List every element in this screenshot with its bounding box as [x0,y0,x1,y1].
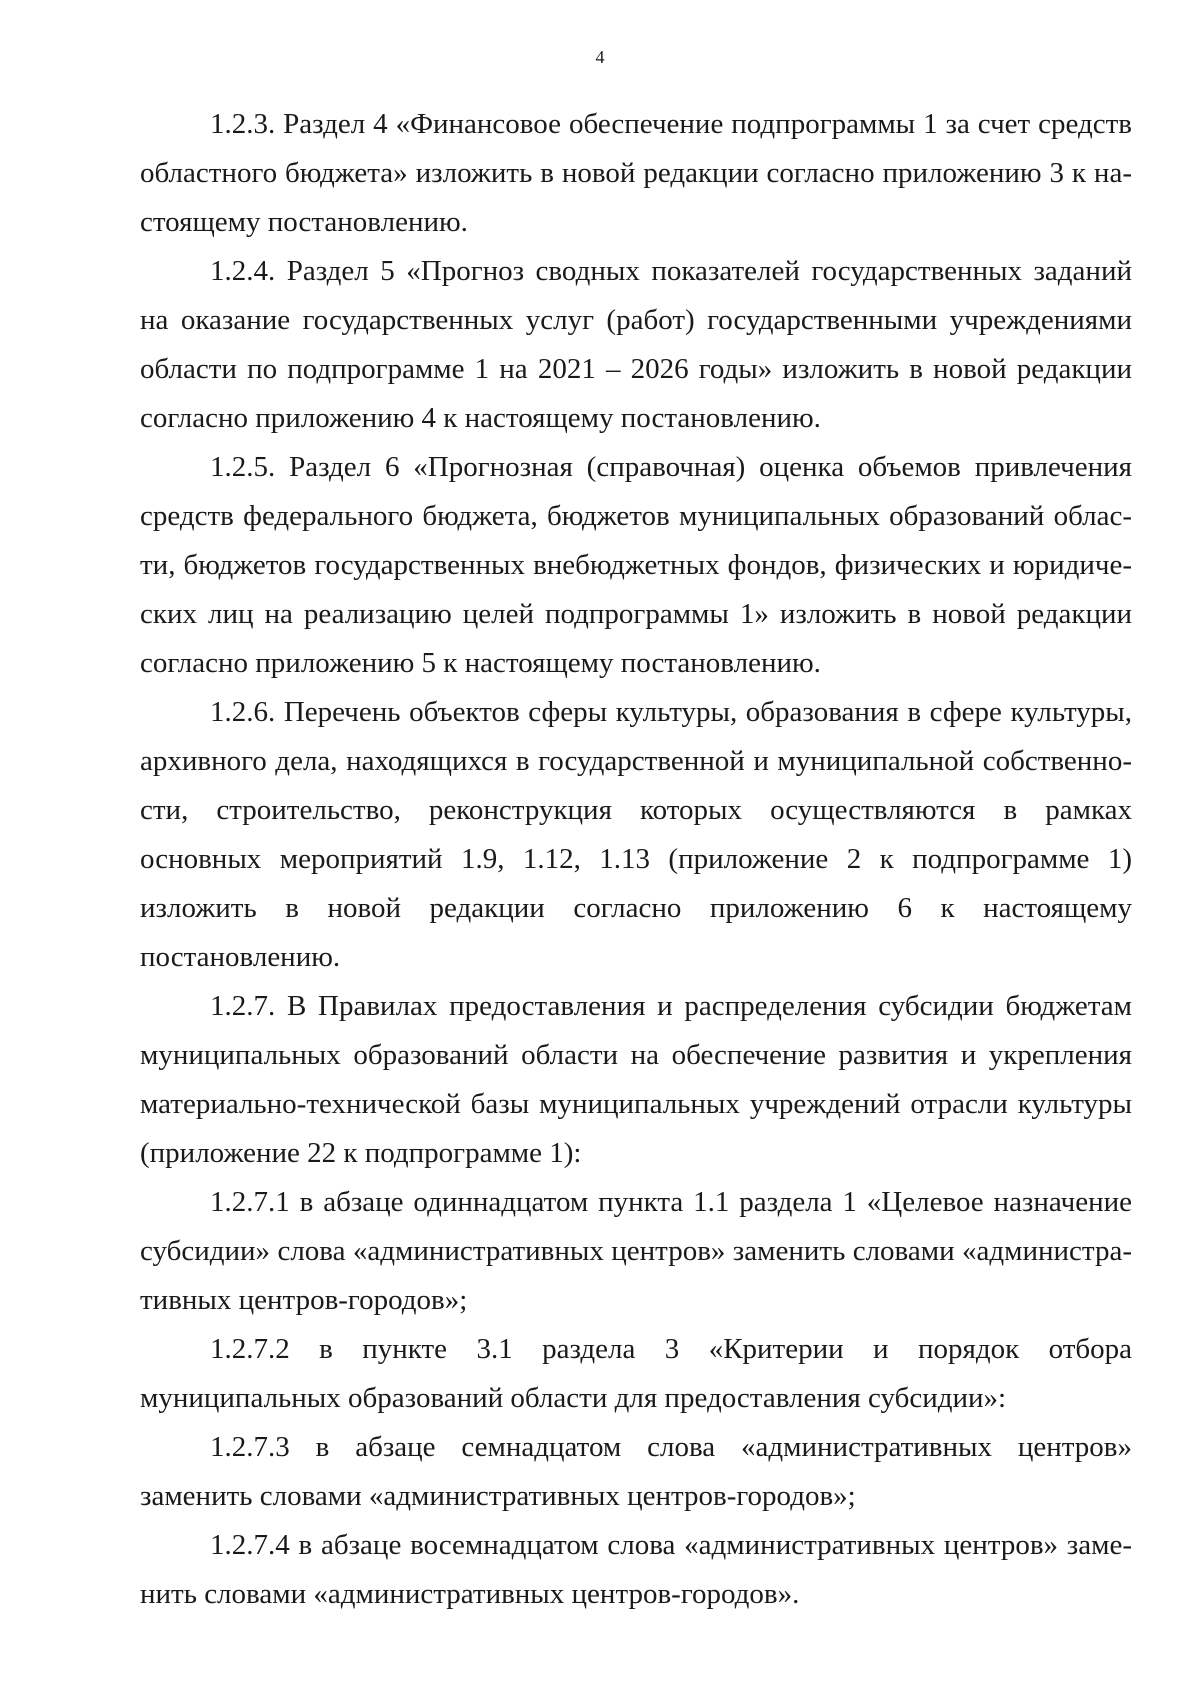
paragraph-1-2-7-1: 1.2.7.1 в абзаце одиннадцатом пункта 1.1 раздела 1 «Целевое назначение субсидии» слова «административных центров» заменить словами «административных центров-городов»; [140,1186,1132,1316]
paragraph-1-2-5: 1.2.5. Раздел 6 «Прогнозная (справочная) оценка объемов привлечения средств федерального бюджета, бюджетов муниципальных образований области, бюджетов государственных внебюджетных фондов, физических и юридических лиц на реализацию целей подпрограммы 1» изложить в новой редакции согласно приложению 5 к настоящему постановлению. [140,451,1132,679]
paragraph-1-2-3: 1.2.3. Раздел 4 «Финансовое обеспечение подпрограммы 1 за счет средств областного бюджета» изложить в новой редакции согласно приложению 3 к настоящему постановлению. [140,108,1132,238]
paragraph-1-2-4: 1.2.4. Раздел 5 «Прогноз сводных показателей государственных заданий на оказание государственных услуг (работ) государственными учреждениями области по подпрограмме 1 на 2021 – 2026 годы» изложить в новой редакции согласно приложению 4 к настоящему постановлению. [140,255,1132,434]
paragraph-1-2-7-4: 1.2.7.4 в абзаце восемнадцатом слова «административных центров» заменить словами «административных центров-городов». [140,1529,1132,1610]
page-number: 4 [595,47,605,67]
document-body [140,100,1132,1619]
paragraph-1-2-7: 1.2.7. В Правилах предоставления и распределения субсидии бюджетам муниципальных образований области на обеспечение развития и укрепления материально-технической базы муниципальных учреждений отрасли культуры (приложение 22 к подпрограмме 1): [140,990,1132,1169]
paragraph-1-2-7-2: 1.2.7.2 в пункте 3.1 раздела 3 «Критерии и порядок отбора муниципальных образований области для предоставления субсидии»: [140,1333,1132,1414]
paragraph-1-2-6: 1.2.6. Перечень объектов сферы культуры, образования в сфере культуры, архивного дела, находящихся в государственной и муниципальной собственности, строительство, реконструкция которых осуществляются в рамках основных мероприятий 1.9, 1.12, 1.13 (приложение 2 к подпрограмме 1) изложить в новой редакции согласно приложению 6 к настоящему постановлению. [140,696,1132,973]
paragraph-1-2-7-3: 1.2.7.3 в абзаце семнадцатом слова «административных центров» заменить словами «административных центров-городов»; [140,1431,1132,1512]
